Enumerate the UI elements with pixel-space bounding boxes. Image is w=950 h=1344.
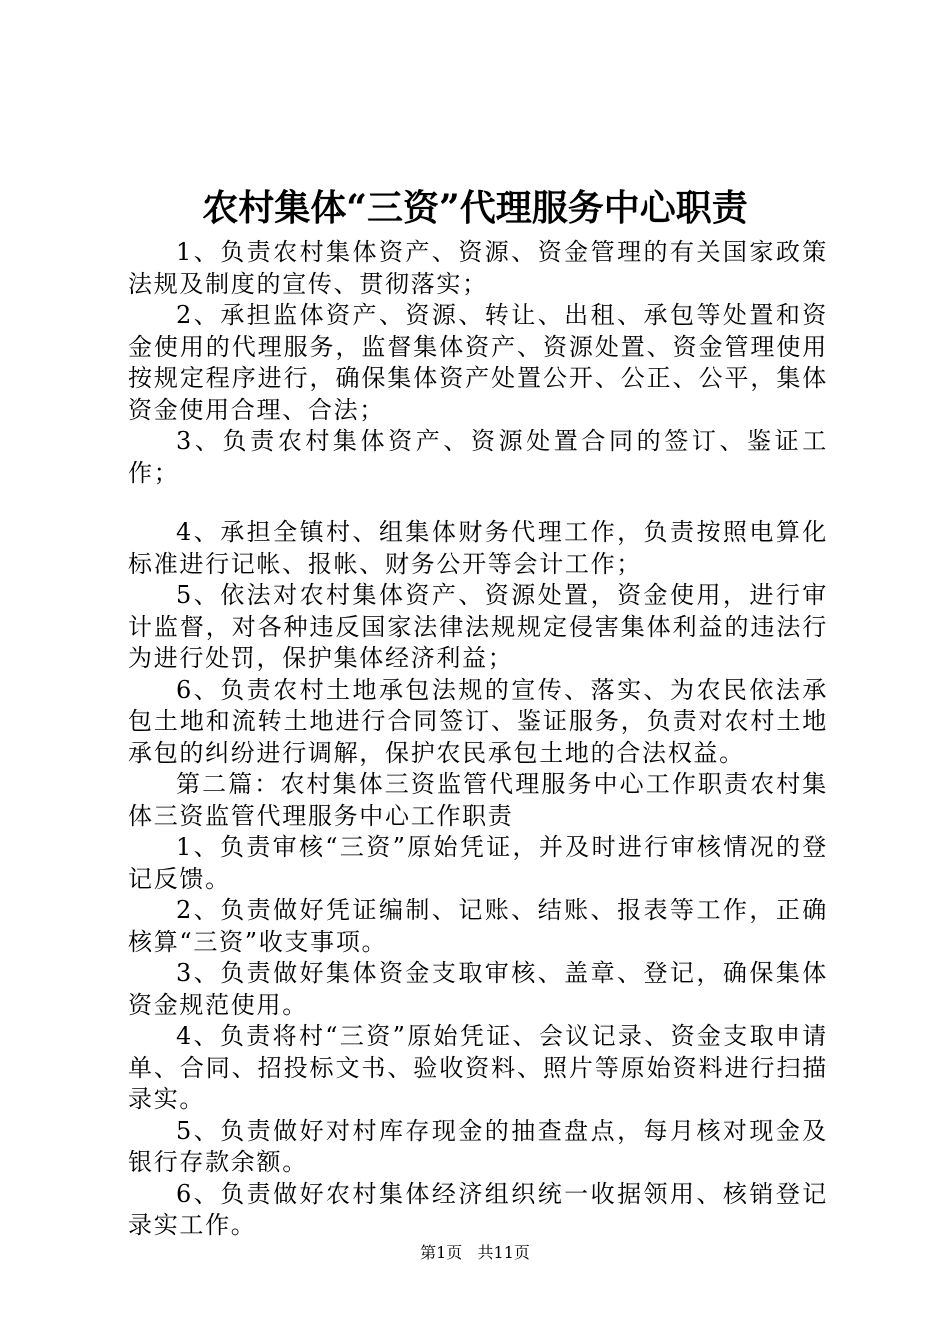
paragraph: 5、负责做好对村库存现金的抽查盘点，每月核对现金及银行存款余额。 — [128, 1116, 828, 1176]
section-heading-paragraph: 第二篇：农村集体三资监管代理服务中心工作职责农村集体三资监管代理服务中心工作职责 — [128, 770, 828, 830]
page-number: 第1页 — [420, 1243, 463, 1262]
paragraph: 4、承担全镇村、组集体财务代理工作，负责按照电算化标准进行记帐、报帐、财务公开等会计工作； — [128, 518, 828, 578]
document-title: 农村集体“三资”代理服务中心职责 — [202, 187, 748, 229]
paragraph: 1、负责审核“三资”原始凭证，并及时进行审核情况的登记反馈。 — [128, 833, 828, 893]
paragraph: 3、负责做好集体资金支取审核、盖章、登记，确保集体资金规范使用。 — [128, 959, 828, 1019]
page-footer — [0, 1242, 950, 1264]
document-body — [128, 237, 828, 1242]
paragraph: 2、承担监体资产、资源、转让、出租、承包等处置和资金使用的代理服务，监督集体资产、资源处置、资金管理使用按规定程序进行，确保集体资产处置公开、公正、公平，集体资金使用合理、合法； — [128, 301, 828, 424]
paragraph: 6、负责做好农村集体经济组织统一收据领用、核销登记录实工作。 — [128, 1179, 828, 1239]
paragraph: 2、负责做好凭证编制、记账、结账、报表等工作，正确核算“三资”收支事项。 — [128, 896, 828, 956]
paragraph: 5、依法对农村集体资产、资源处置，资金使用，进行审计监督，对各种违反国家法律法规规定侵害集体利益的违法行为进行处罚，保护集体经济利益； — [128, 581, 828, 672]
paragraph: 4、负责将村“三资”原始凭证、会议记录、资金支取申请单、合同、招投标文书、验收资料、照片等原始资料进行扫描录实。 — [128, 1022, 828, 1113]
paragraph: 1、负责农村集体资产、资源、资金管理的有关国家政策法规及制度的宣传、贯彻落实； — [128, 238, 828, 298]
page-total: 共11页 — [477, 1243, 530, 1262]
paragraph: 6、负责农村土地承包法规的宣传、落实、为农民依法承包土地和流转土地进行合同签订、鉴证服务，负责对农村土地承包的纠纷进行调解，保护农民承包土地的合法权益。 — [128, 675, 828, 767]
paragraph: 3、负责农村集体资产、资源处置合同的签订、鉴证工作； — [128, 427, 828, 487]
page-separator — [467, 1243, 472, 1262]
